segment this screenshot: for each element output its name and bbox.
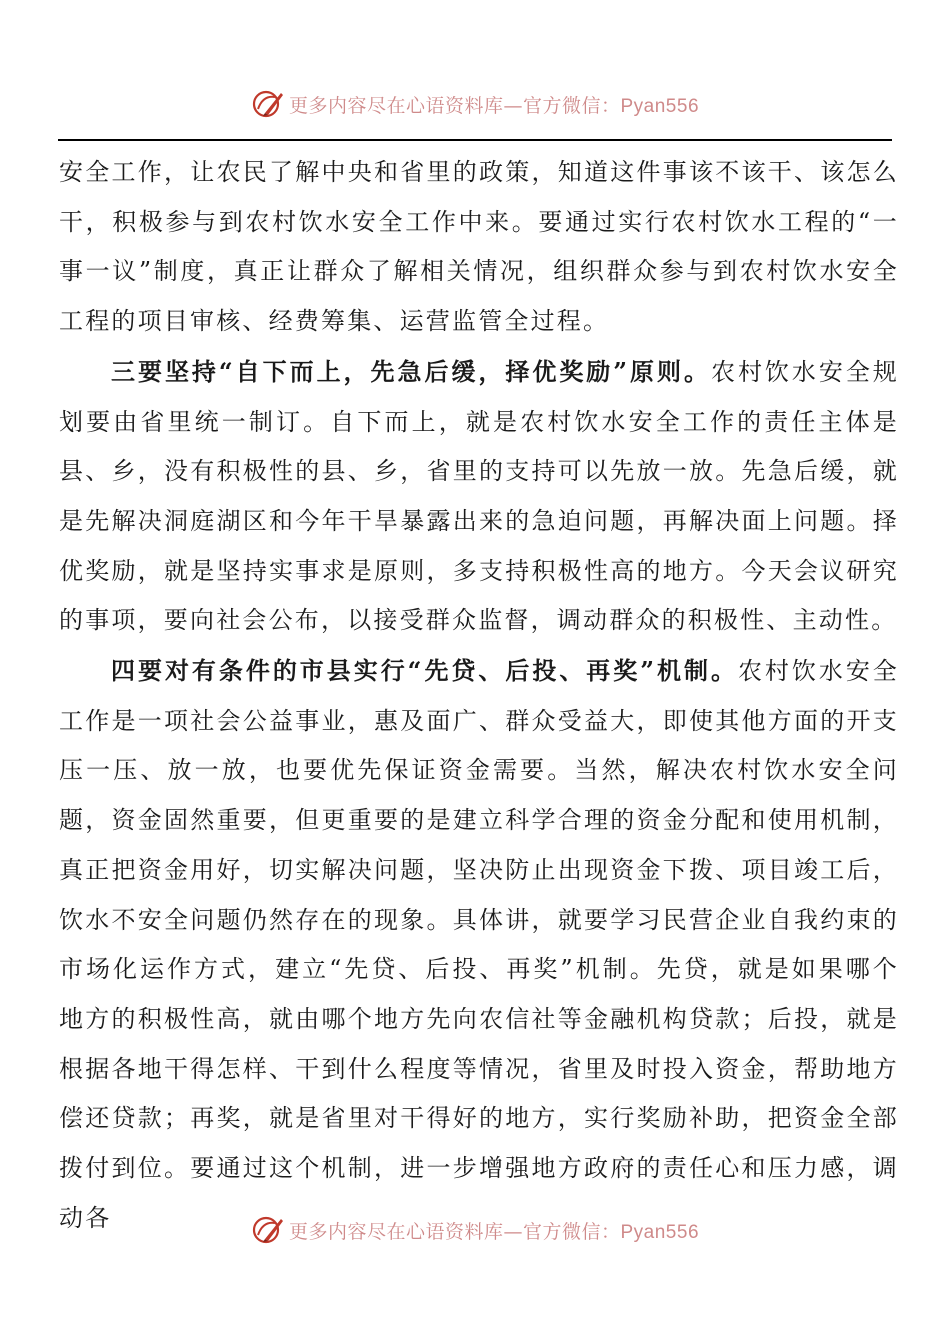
paragraph-1: 安全工作，让农民了解中央和省里的政策，知道这件事该不该干、该怎么干，积极参与到农村饮水安全工作中来。要通过实行农村饮水工程的“一事一议”制度，真正让群众了解相关情况，组织群众参与到农村饮水安全工程的项目审核、经费筹集、运营监管全过程。: [59, 158, 899, 336]
footer-banner: [0, 1210, 950, 1250]
pen-logo-icon: [251, 1213, 285, 1247]
paragraph-3-text: 农村饮水安全工作是一项社会公益事业，惠及面广、群众受益大，即使其他方面的开支压一压、放一放，也要优先保证资金需要。当然，解决农村饮水安全问题，资金固然重要，但更重要的是建立科学合理的资金分配和使用机制，真正把资金用好，切实解决问题，坚决防止出现资金下拨、项目竣工后，饮水不安全问题仍然存在的现象。具体讲，就要学习民营企业自我约束的市场化运作方式，建立“先贷、后投、再奖”机制。先贷，就是如果哪个地方的积极性高，就由哪个地方先向农信社等金融机构贷款；后投，就是根据各地干得怎样、干到什么程度等情况，省里及时投入资金，帮助地方偿还贷款；再奖，就是省里对干得好的地方，实行奖励补助，把资金全部拨付到位。要通过这个机制，进一步增强地方政府的责任心和压力感，调动各: [59, 657, 899, 1232]
document-body: [59, 148, 899, 1243]
header-banner-text: 更多内容尽在心语资料库—官方微信：Pyan556: [288, 94, 700, 117]
header-banner: [0, 84, 950, 124]
paragraph-3-heading: 四要对有条件的市县实行“先贷、后投、再奖”机制。: [111, 656, 738, 686]
footer-wechat-id: Pyan556: [620, 1221, 700, 1243]
paragraph-2-text: 农村饮水安全规划要由省里统一制订。自下而上，就是农村饮水安全工作的责任主体是县、乡，没有积极性的县、乡，省里的支持可以先放一放。先急后缓，就是先解决洞庭湖区和今年干旱暴露出来的急迫问题，再解决面上问题。择优奖励，就是坚持实事求是原则，多支持积极性高的地方。今天会议研究的事项，要向社会公布，以接受群众监督，调动群众的积极性、主动性。: [59, 357, 899, 635]
paragraph-2: [59, 347, 899, 646]
paragraph-3: [59, 646, 899, 1243]
pen-logo-icon: [251, 87, 285, 121]
paragraph-2-heading: 三要坚持“自下而上，先急后缓，择优奖励”原则。: [111, 356, 711, 386]
header-wechat-id: Pyan556: [620, 95, 700, 117]
header-rule: [58, 139, 892, 141]
footer-banner-text: 更多内容尽在心语资料库—官方微信：Pyan556: [288, 1220, 700, 1243]
